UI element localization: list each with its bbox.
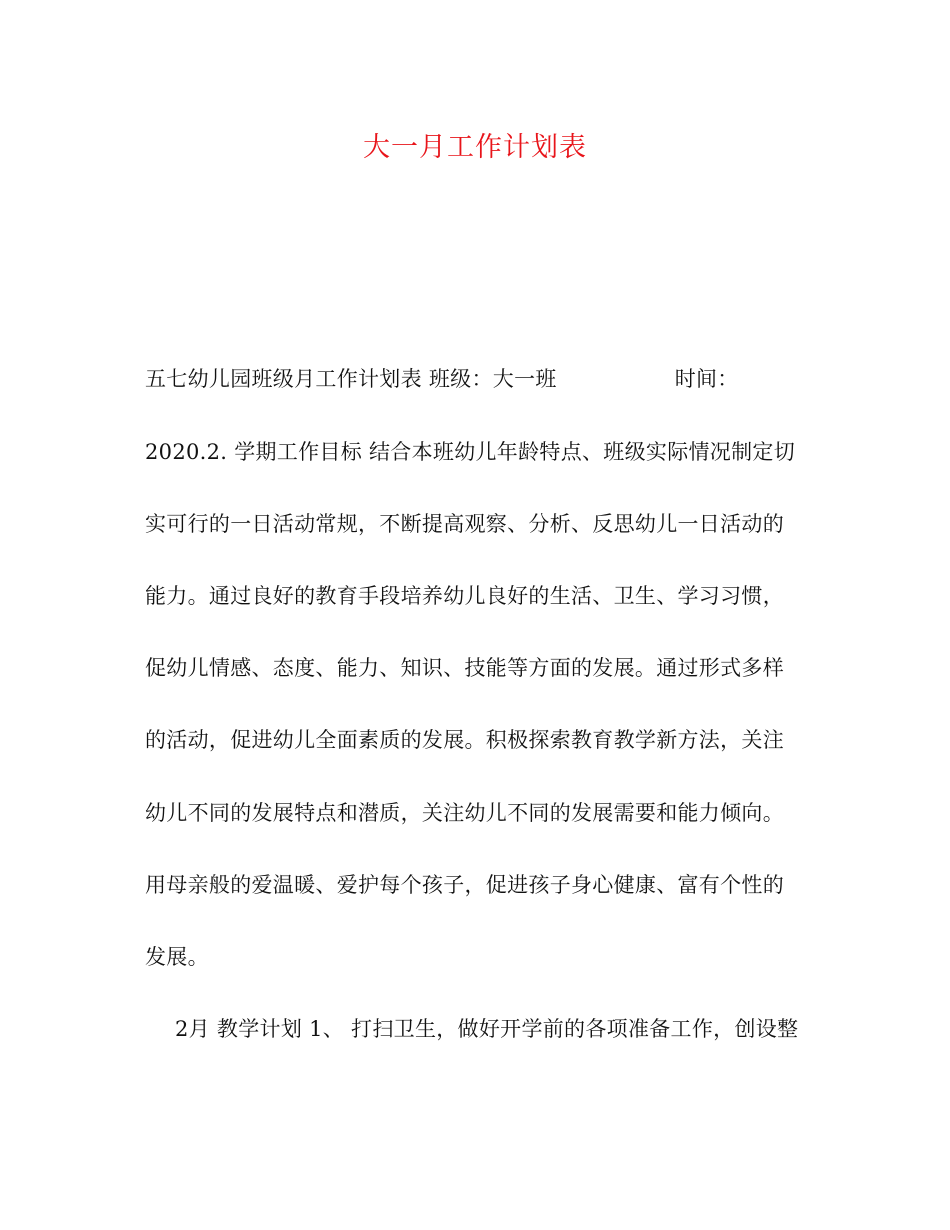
body-line-6: 幼儿不同的发展特点和潜质，关注幼儿不同的发展需要和能力倾向。 <box>145 801 784 825</box>
body-line-4: 促幼儿情感、态度、能力、知识、技能等方面的发展。通过形式多样 <box>145 656 784 680</box>
body-line-8: 发展。 <box>145 945 209 969</box>
body-line-2: 实可行的一日活动常规，不断提高观察、分析、反思幼儿一日活动的 <box>145 512 784 536</box>
time-label: 时间： <box>674 367 739 391</box>
teaching-plan-text: 2月 教学计划 1、 打扫卫生，做好开学前的各项准备工作，创设整 <box>175 1017 799 1041</box>
class-info: 五七幼儿园班级月工作计划表 班级：大一班 <box>145 367 557 391</box>
body-line-3: 能力。通过良好的教育手段培养幼儿良好的生活、卫生、学习习惯， <box>145 584 784 608</box>
body-line-1: 2020.2. 学期工作目标 结合本班幼儿年龄特点、班级实际情况制定切 <box>145 440 796 464</box>
body-line-7: 用母亲般的爱温暖、爱护每个孩子，促进孩子身心健康、富有个性的 <box>145 873 784 897</box>
header-line <box>145 364 739 394</box>
body-line-5: 的活动，促进幼儿全面素质的发展。积极探索教育教学新方法，关注 <box>145 728 784 752</box>
paragraph-2-line <box>145 1014 798 1044</box>
document-title: 大一月工作计划表 <box>363 132 587 163</box>
